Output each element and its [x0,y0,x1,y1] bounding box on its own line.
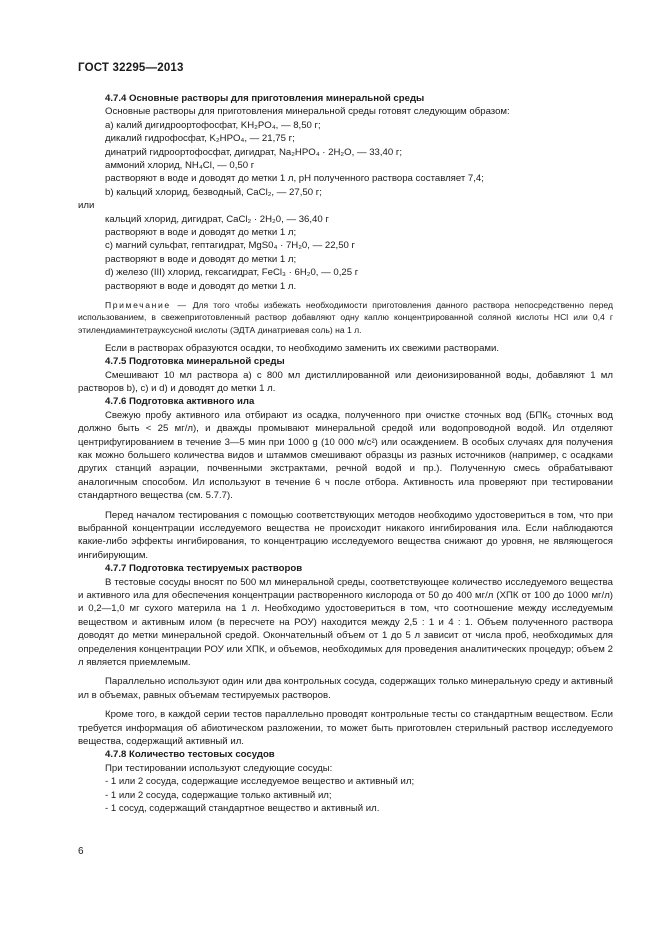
paragraph: Перед началом тестирования с помощью соответствующих методов необходимо удостовериться в том, что при выбранной концентрации исследуемого вещества не происходит никакого ингибирования ила. Если наблюдаются какие-либо эффекты ингибирования, то концентрацию исследуемого вещества снижают до уровня, не являющегося ингибирующим. [78,509,613,561]
section-heading-4-7-7: 4.7.7 Подготовка тестируемых растворов [105,563,303,575]
text-line: d) железо (III) хлорид, гексагидрат, FeCl₃ · 6H₂0, — 0,25 г [105,267,359,279]
text-line: кальций хлорид, дигидрат, CaCl₂ · 2H₂0, — 36,40 г [105,213,329,225]
page-number: 6 [78,846,84,857]
note-text: Для того чтобы избежать необходимости приготовления данного раствора непосредственно перед использованием, в свежеприготовленный раствор добавляют одну каплю концентрированной соляной кислоты HCl или 0,4 г этилендиаминтетрауксусной кислоты (ЭДТА динатриевая соль) на 1 л. [78,300,613,335]
paragraph: Кроме того, в каждой серии тестов параллельно проводят контрольные тесты со стандартным веществом. Если требуется информация об абиотическом разложении, то может быть приготовлен стерильный раствор исследуемого вещества, содержащий активный ил. [78,709,613,748]
note-block [78,299,613,336]
section-heading-4-7-4: 4.7.4 Основные растворы для приготовления минеральной среды [105,93,425,104]
paragraph: Параллельно используют один или два контрольных сосуда, содержащих только минеральную среду и активный ил в объемах, равных объемам тестируемых растворов. [78,676,613,701]
text-line: растворяют в воде и доводят до метки 1 л; [105,227,297,239]
note-lead: Примечание — [105,300,188,311]
text-line: а) калий дигидроортофосфат, KH₂PO₄, — 8,50 г; [105,119,321,131]
doc-header: ГОСТ 32295—2013 [78,62,184,74]
paragraph: Если в растворах образуются осадки, то необходимо заменить их свежими растворами. [105,342,500,354]
text-line: с) магний сульфат, гептагидрат, MgS0₄ · 7H₂0, — 22,50 г [105,240,356,252]
text-line: растворяют в воде и доводят до метки 1 л, pH полученного раствора составляет 7,4; [105,173,484,185]
paragraph: Свежую пробу активного ила отбирают из осадка, полученного при очистке сточных вод (БПК₅ сточных вод должно быть < 25 мг/л), и дважды промывают минеральной средой или водопроводной водой. Ил отделяют центрифугированием в течение 3—5 мин при 1000 g (10 000 м/с²) или осаждением. В особых случаях для получения как можно большего количества видов и штаммов смешивают образцы из разных источников (например, с осадками других станций аэрации, почвенными экстрактами, речной водой и пр.). Полученную смесь обрабатывают аналогичным способом. Ил используют в течение 6 ч после отбора. Активность ила проверяют при тестировании стандартного вещества (см. 5.7.7). [78,409,613,502]
list-item: - 1 сосуд, содержащий стандартное вещество и активный ил. [105,803,380,815]
list-item: - 1 или 2 сосуда, содержащие исследуемое вещество и активный ил; [105,776,415,788]
text-line: Основные растворы для приготовления минеральной среды готовят следующим образом: [105,106,510,118]
document-body [78,92,613,816]
text-line: растворяют в воде и доводят до метки 1 л. [105,280,297,292]
text-line: b) кальций хлорид, безводный, CaCl₂, — 27,50 г; [105,186,322,198]
section-heading-4-7-5: 4.7.5 Подготовка минеральной среды [105,356,285,368]
section-heading-4-7-8: 4.7.8 Количество тестовых сосудов [105,749,275,761]
text-line: аммоний хлорид, NH₄Cl, — 0,50 г [105,160,255,172]
text-line: При тестировании используют следующие сосуды: [105,762,333,774]
paragraph: В тестовые сосуды вносят по 500 мл минеральной среды, соответствующее количество исследуемого вещества и активного ила для обеспечения концентрации растворенного кислорода от 50 до 400 мг/л (ХПК от 100 до 1000 мг/л) и 0,2—1,0 мг сухого материла на 1 л. Необходимо удостовериться в том, что соотношение между исследуемым веществом и активным илом (в пересчете на РОУ) находится между 2,5 : 1 и 4 : 1. Объем полученного раствора доводят до метки минеральной средой. Окончательный объем от 1 до 5 л зависит от числа проб, необходимых для определения концентрации РОУ или ХПК, и объемов, необходимых для проведения аналитических процедур; объем 2 л является приемлемым. [78,576,613,669]
text-line: дикалий гидрофосфат, K₂HPO₄, — 21,75 г; [105,133,295,145]
section-heading-4-7-6: 4.7.6 Подготовка активного ила [105,396,255,408]
text-line: динатрий гидроортофосфат, дигидрат, Na₂HPO₄ · 2H₂O, — 33,40 г; [105,146,403,158]
text-line: растворяют в воде и доводят до метки 1 л; [105,253,297,265]
paragraph: Смешивают 10 мл раствора а) с 800 мл дистиллированной или деионизированной воды, добавляют 1 мл растворов b), с) и d) и доводят до метки 1 л. [78,369,613,394]
or-word: или [78,200,95,212]
list-item: - 1 или 2 сосуда, содержащие только активный ил; [105,789,332,801]
